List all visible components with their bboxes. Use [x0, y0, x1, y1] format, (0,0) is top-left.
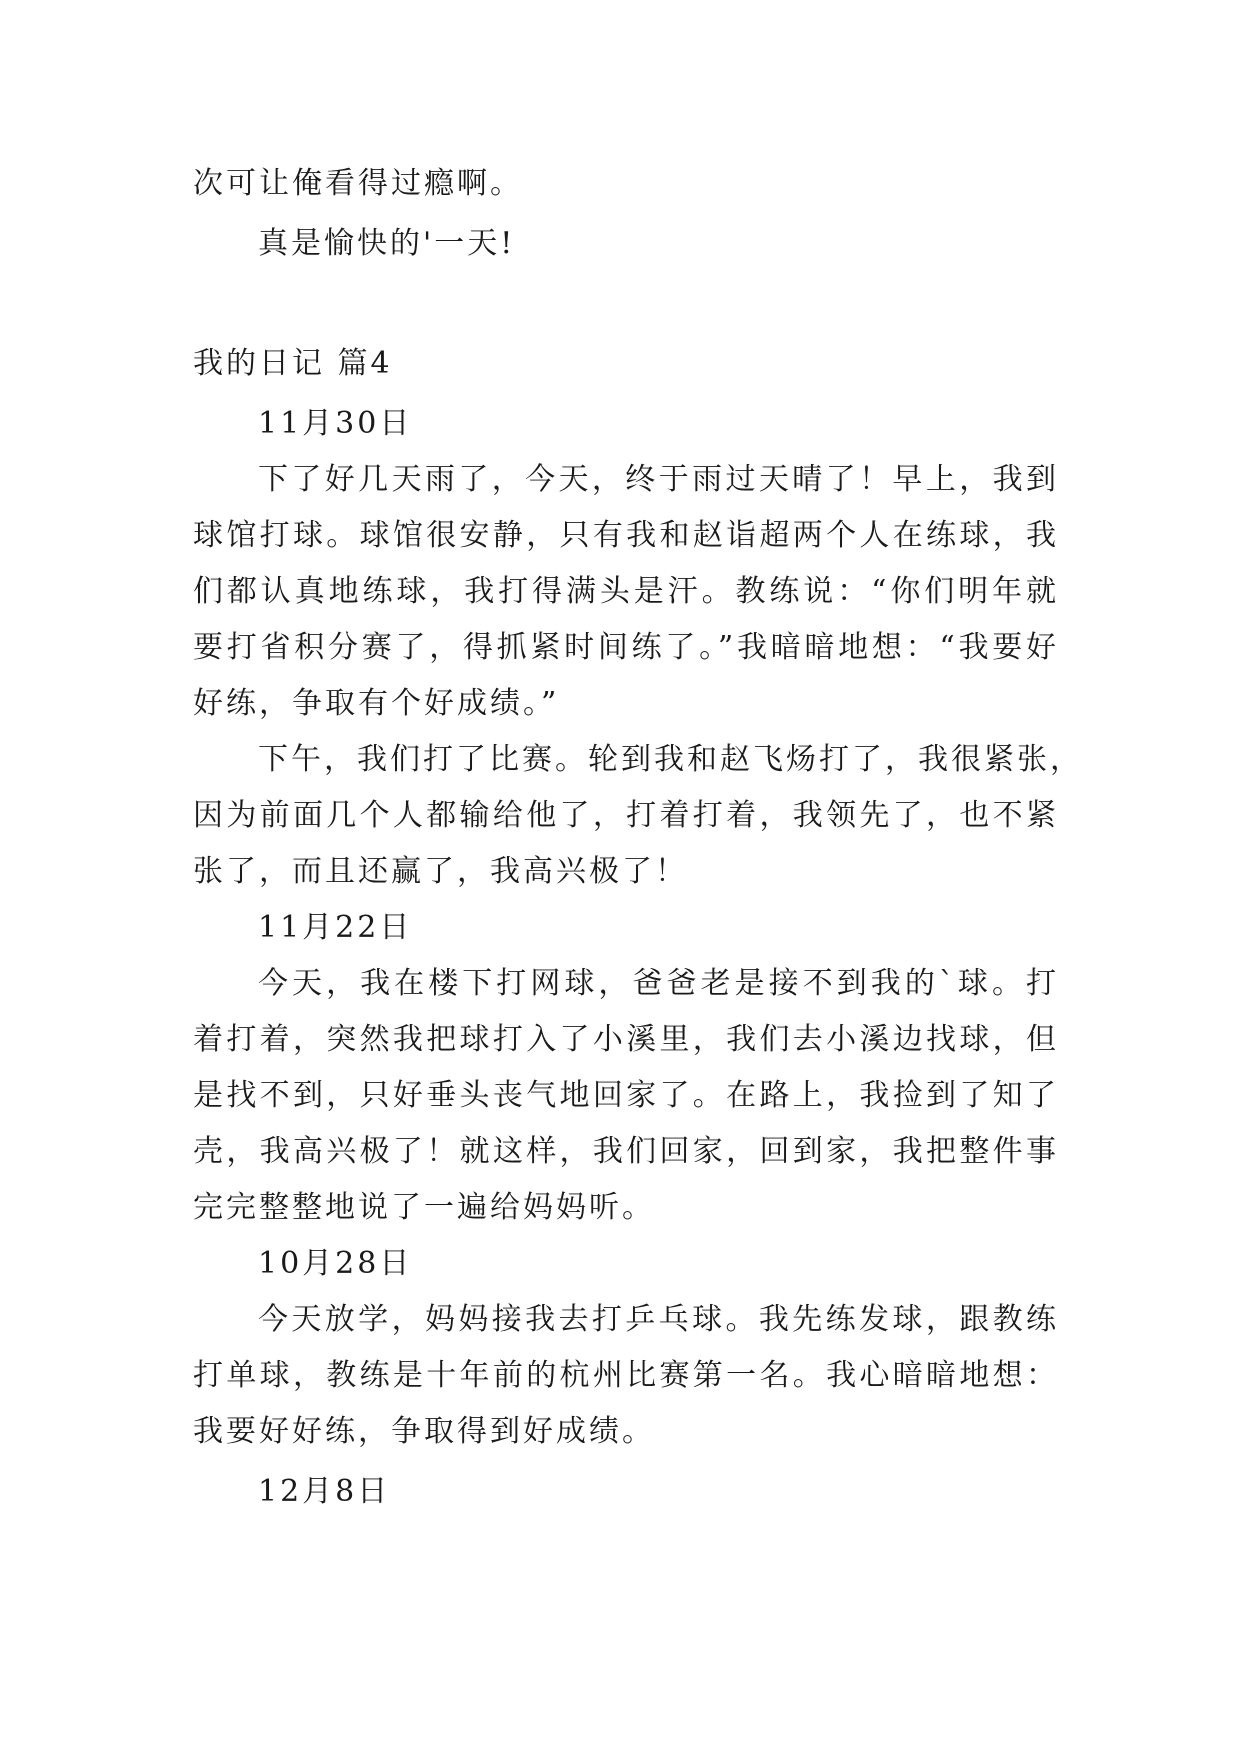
entry-date: 10月28日 [258, 1246, 413, 1281]
entry-date: 11月22日 [258, 910, 413, 945]
text-line: 张了，而且还赢了，我高兴极了！ [193, 854, 688, 889]
text-line: 们都认真地练球，我打得满头是汗。教练说：“你们明年就 [193, 574, 1059, 609]
text-line: 我要好好练，争取得到好成绩。 [193, 1414, 655, 1449]
text-line: 下午，我们打了比赛。轮到我和赵飞炀打了，我很紧张， [258, 742, 1083, 777]
text-line: 次可让俺看得过瘾啊。 [193, 166, 523, 201]
text-line: 打单球，教练是十年前的杭州比赛第一名。我心暗暗地想： [193, 1358, 1059, 1393]
text-line: 因为前面几个人都输给他了，打着打着，我领先了，也不紧 [193, 798, 1059, 833]
text-line: 要打省积分赛了，得抓紧时间练了。”我暗暗地想：“我要好 [193, 630, 1059, 665]
text-line: 是找不到，只好垂头丧气地回家了。在路上，我捡到了知了 [193, 1078, 1059, 1113]
text-line: 壳，我高兴极了！就这样，我们回家，回到家，我把整件事 [193, 1134, 1059, 1169]
text-line: 着打着，突然我把球打入了小溪里，我们去小溪边找球，但 [193, 1022, 1059, 1057]
text-line: 下了好几天雨了，今天，终于雨过天晴了！早上，我到 [258, 462, 1059, 497]
text-line: 球馆打球。球馆很安静，只有我和赵诣超两个人在练球，我 [193, 518, 1059, 553]
text-line: 好练，争取有个好成绩。” [193, 686, 560, 721]
text-line: 今天放学，妈妈接我去打乒乓球。我先练发球，跟教练 [258, 1302, 1059, 1337]
text-line: 今天，我在楼下打网球，爸爸老是接不到我的`球。打 [258, 966, 1059, 1001]
entry-date: 11月30日 [258, 406, 413, 441]
section-heading: 我的日记 篇4 [193, 346, 393, 381]
text-line: 真是愉快的'一天! [258, 226, 516, 261]
text-line: 完完整整地说了一遍给妈妈听。 [193, 1190, 655, 1225]
entry-date: 12月8日 [258, 1474, 391, 1509]
